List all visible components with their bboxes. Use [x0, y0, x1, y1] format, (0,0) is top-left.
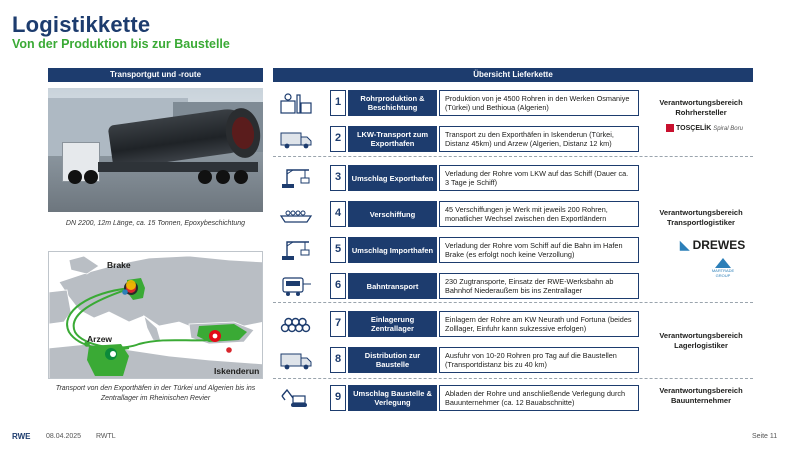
factory-icon: [279, 91, 313, 115]
step-description: Verladung der Rohre vom Schiff auf die Bahn im Hafen Brake (es erfolgt noch keine Verzollung): [439, 237, 639, 263]
step-number: 3: [330, 165, 346, 191]
transport-header: Transportgut und -route: [48, 68, 263, 82]
supply-chain-header: Übersicht Lieferkette: [273, 68, 753, 82]
ship-icon: [279, 202, 313, 226]
photo-caption: DN 2200, 12m Länge, ca. 15 Tonnen, Epoxybeschichtung: [65, 220, 246, 227]
crane-icon: [279, 238, 313, 262]
section-divider: [273, 302, 753, 303]
step-name: Einlagerung Zentrallager: [348, 311, 437, 337]
map-label-brake: Brake: [107, 260, 131, 270]
section-divider: [273, 156, 753, 157]
step-number: 5: [330, 237, 346, 263]
responsibility-manufacturer: Verantwortungsbereich Rohrhersteller: [659, 98, 743, 117]
step-description: Einlagern der Rohre am KW Neurath und Fortuna (beides Zolllager, Einfuhr kann sukzessive erfolgen): [439, 311, 639, 337]
step-description: Ausfuhr von 10-20 Rohren pro Tag auf die Baustellen (Transportdistanz bis zu 40 km): [439, 347, 639, 373]
step-name: Umschlag Exporthafen: [348, 165, 437, 191]
step-description: 45 Verschiffungen je Werk mit jeweils 200 Rohren, monatlicher Wechsel zwischen den Exportländern: [439, 201, 639, 227]
step-description: Transport zu den Exporthäfen in Iskenderun (Türkei, Distanz 45km) und Arzew (Algerien, Distanz 12 km): [439, 126, 639, 152]
truck-icon: [279, 348, 313, 372]
truck-icon: [279, 127, 313, 151]
page-number: Seite 11: [752, 433, 778, 440]
step-description: Abladen der Rohre und anschließende Verlegung durch Bauunternehmer (ca. 12 Bauabschnitte): [439, 385, 639, 411]
page-title: Logistikkette: [12, 12, 151, 37]
crane-icon: [279, 166, 313, 190]
martrade-logo: MARTRADE GROUP: [708, 258, 738, 278]
footer-department: RWTL: [96, 433, 116, 440]
responsibility-construction: Verantwortungsbereich Bauunternehmer: [659, 386, 743, 405]
step-name: Distribution zur Baustelle: [348, 347, 437, 373]
toscelik-logo: TOSÇELİK Spiral Boru: [666, 124, 743, 132]
step-name: LKW-Transport zum Exporthafen: [348, 126, 437, 152]
train-icon: [279, 274, 313, 298]
excavator-icon: [279, 386, 313, 410]
rwe-logo: RWE: [12, 432, 31, 441]
map-caption: Transport von den Exporthäfen in der Türkei und Algerien bis ins Zentrallager im Rheinischen Revier: [55, 385, 256, 402]
step-number: 7: [330, 311, 346, 337]
responsibility-storage: Verantwortungsbereich Lagerlogistiker: [659, 331, 743, 350]
step-description: Produktion von je 4500 Rohren in den Werken Osmaniye (Türkei) und Bethioua (Algerien): [439, 90, 639, 116]
step-number: 6: [330, 273, 346, 299]
step-number: 1: [330, 90, 346, 116]
supply-chain-step: [273, 271, 753, 301]
step-number: 2: [330, 126, 346, 152]
supply-chain-step: [273, 163, 753, 193]
footer-date: 08.04.2025: [46, 433, 82, 440]
step-name: Verschiffung: [348, 201, 437, 227]
pipe-stack-icon: [279, 312, 313, 336]
step-name: Rohrproduktion & Beschichtung: [348, 90, 437, 116]
step-description: 230 Zugtransporte, Einsatz der RWE-Werksbahn ab Bahnhof Niederaußem bis ins Zentrallager: [439, 273, 639, 299]
section-divider: [273, 378, 753, 379]
map-label-arzew: Arzew: [87, 334, 113, 344]
step-number: 4: [330, 201, 346, 227]
step-name: Bahntransport: [348, 273, 437, 299]
step-name: Umschlag Baustelle & Verlegung: [348, 385, 437, 411]
route-map: [48, 251, 263, 379]
step-number: 8: [330, 347, 346, 373]
step-description: Verladung der Rohre vom LKW auf das Schiff (Dauer ca. 3 Tage je Schiff): [439, 165, 639, 191]
map-label-iskenderun: Iskenderun: [214, 366, 260, 376]
pipe-truck-photo: [48, 88, 263, 212]
responsibility-transport: Verantwortungsbereich Transportlogistiker: [659, 208, 743, 227]
page-subtitle: Von der Produktion bis zur Baustelle: [12, 37, 230, 51]
step-number: 9: [330, 385, 346, 411]
step-name: Umschlag Importhafen: [348, 237, 437, 263]
drewes-logo: ◣ DREWES: [680, 238, 746, 252]
